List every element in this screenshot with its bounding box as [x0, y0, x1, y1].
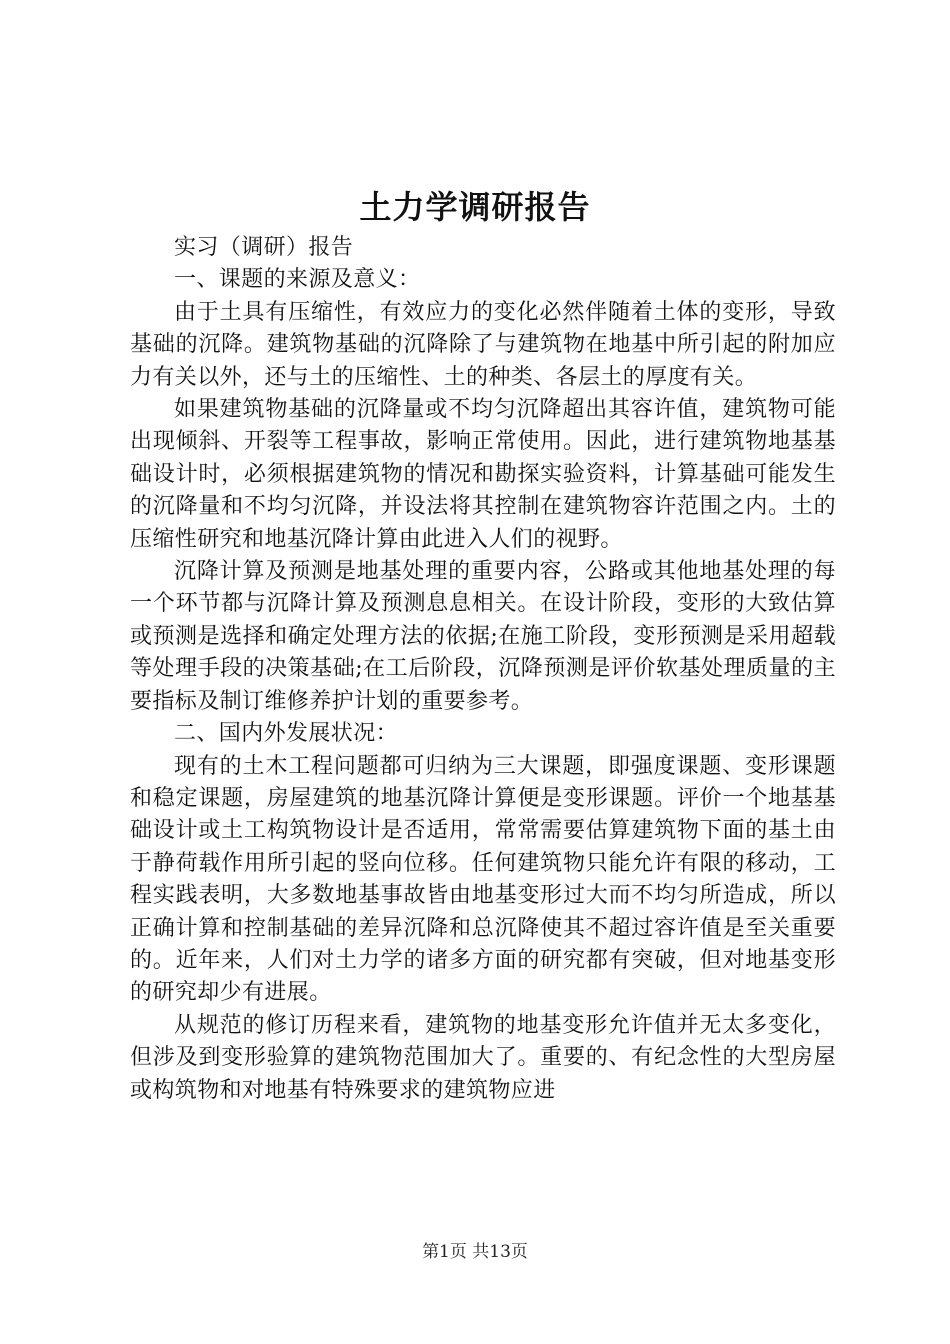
- paragraph: 现有的土木工程问题都可归纳为三大课题，即强度课题、变形课题和稳定课题，房屋建筑的地基沉降计算便是变形课题。评价一个地基基础设计或土工构筑物设计是否适用，常常需要估算建筑物下面的基土由于静荷载作用所引起的竖向位移。任何建筑物只能允许有限的移动，工程实践表明，大多数地基事故皆由地基变形过大而不均匀所造成，所以正确计算和控制基础的差异沉降和总沉降使其不超过容许值是至关重要的。近年来，人们对土力学的诸多方面的研究都有突破，但对地基变形的研究却少有进展。: [130, 753, 836, 1006]
- paragraph: 如果建筑物基础的沉降量或不均匀沉降超出其容许值，建筑物可能出现倾斜、开裂等工程事故，影响正常使用。因此，进行建筑物地基基础设计时，必须根据建筑物的情况和勘探实验资料，计算基础可能发生的沉降量和不均匀沉降，并设法将其控制在建筑物容许范围之内。土的压缩性研究和地基沉降计算由此进入人们的视野。: [130, 397, 836, 552]
- section-heading-development: 二、国内外发展状况：: [174, 721, 399, 747]
- document-body: [130, 232, 836, 1107]
- paragraph: 由于土具有压缩性，有效应力的变化必然伴随着土体的变形，导致基础的沉降。建筑物基础的沉降除了与建筑物在地基中所引起的附加应力有关以外，还与土的压缩性、土的种类、各层土的厚度有关。: [130, 299, 836, 390]
- section-heading-origin: 一、课题的来源及意义：: [174, 267, 421, 293]
- paragraph: 沉降计算及预测是地基处理的重要内容，公路或其他地基处理的每一个环节都与沉降计算及预测息息相关。在设计阶段，变形的大致估算或预测是选择和确定处理方法的依据;在施工阶段，变形预测是采用超载等处理手段的决策基础;在工后阶段，沉降预测是评价软基处理质量的主要指标及制订维修养护计划的重要参考。: [130, 559, 836, 714]
- paragraph-report-type: 实习（调研）报告: [174, 235, 354, 260]
- page-number-footer: 第1页 共13页: [422, 1242, 528, 1262]
- document-title: 土力学调研报告: [359, 188, 591, 226]
- paragraph: 从规范的修订历程来看，建筑物的地基变形允许值并无太多变化，但涉及到变形验算的建筑物范围加大了。重要的、有纪念性的大型房屋或构筑物和对地基有特殊要求的建筑物应进: [130, 1012, 836, 1103]
